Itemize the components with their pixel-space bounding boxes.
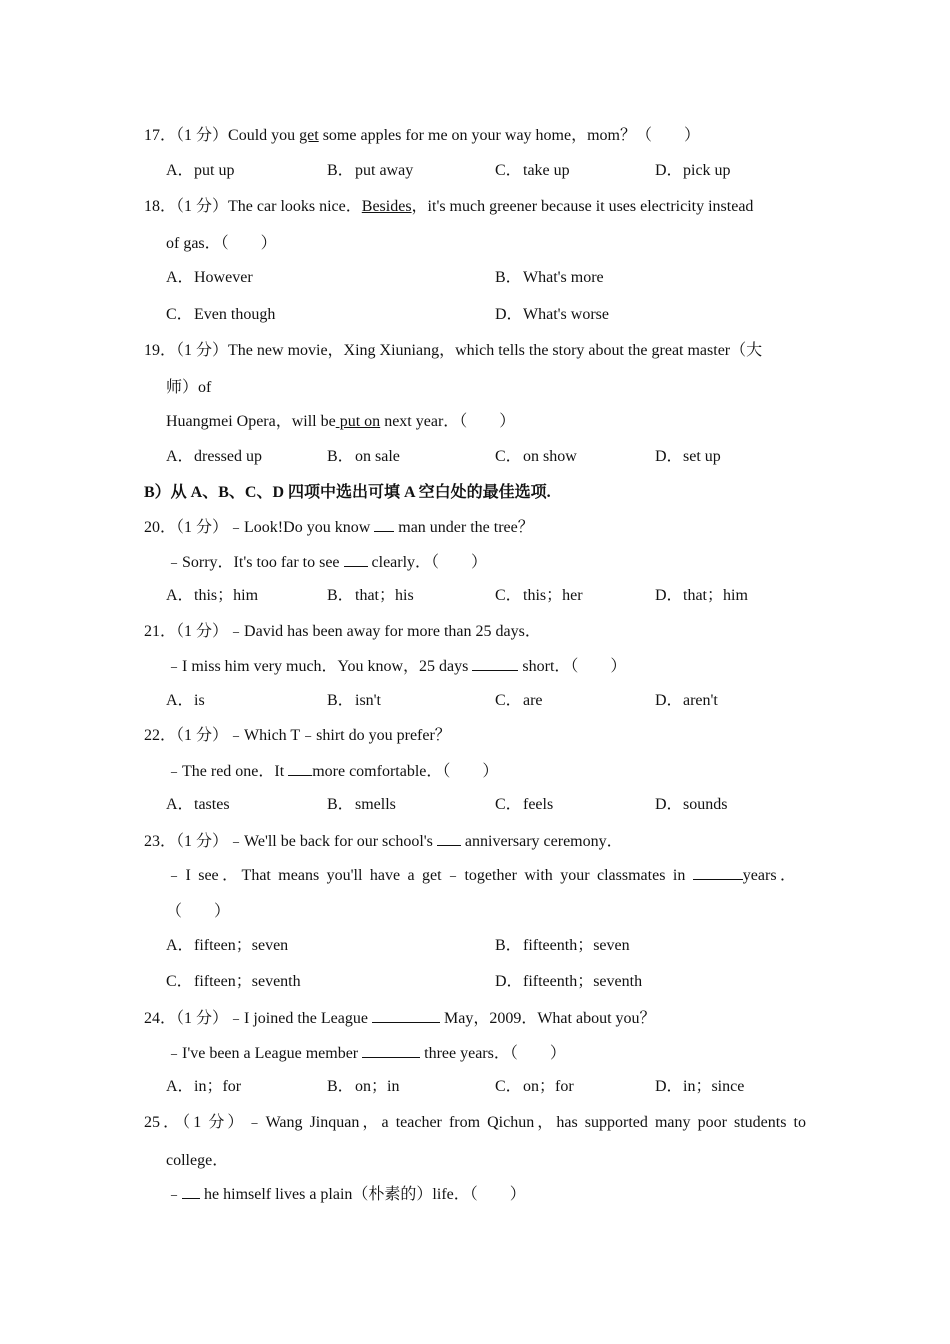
q23-stem-line2: ﹣I see．That means you'll have a get﹣together with your classmates in years． [166, 867, 796, 884]
q22-stem-line2: ﹣The red one．It more comfortable．（ ） [166, 763, 499, 780]
q17-option-d[interactable]: D．pick up [655, 162, 731, 179]
q24-stem-line2: ﹣I've been a League member three years．（ ） [166, 1045, 566, 1062]
q21-option-b[interactable]: B．isn't [327, 692, 381, 709]
q20-option-b[interactable]: B．that；his [327, 587, 414, 604]
q20-option-d[interactable]: D．that；him [655, 587, 748, 604]
q21-stem-line2: ﹣I miss him very much．You know，25 days short．（ ） [166, 658, 627, 675]
q24-stem: 24．（1 分）﹣I joined the League May，2009．What about you？ [144, 1010, 656, 1027]
q24-option-d[interactable]: D．in；since [655, 1078, 745, 1095]
q18-option-a[interactable]: A．However [166, 269, 253, 286]
q19-option-c[interactable]: C．on show [495, 448, 577, 465]
q19-stem-line3: Huangmei Opera，will be put on next year．（ ） [166, 413, 516, 430]
q17-stem: 17．（1 分）Could you get some apples for me on your way home，mom？（ ） [144, 127, 700, 144]
q22-option-a[interactable]: A．tastes [166, 796, 230, 813]
q20-option-a[interactable]: A．this；him [166, 587, 259, 604]
q19-stem-line2: 师）of [166, 379, 212, 396]
q21-stem: 21．（1 分）﹣David has been away for more than 25 days． [144, 623, 541, 640]
q21-option-d[interactable]: D．aren't [655, 692, 718, 709]
q23-option-b[interactable]: B．fifteenth；seven [495, 937, 630, 954]
q18-option-c[interactable]: C．Even though [166, 306, 276, 323]
section-b-heading: B）从 A、B、C、D 四项中选出可填 A 空白处的最佳选项. [144, 484, 551, 501]
q24-blank-2[interactable] [362, 1043, 420, 1058]
q23-stem-line3: （ ） [166, 903, 231, 920]
q25-stem: 25．（1 分）﹣Wang Jinquan，a teacher from Qichun，has supported many poor students to [144, 1114, 806, 1131]
q23-blank-1[interactable] [437, 831, 461, 846]
q21-option-a[interactable]: A．is [166, 692, 205, 709]
q18-stem: 18．（1 分）The car looks nice．Besides，it's much greener because it uses electricity instead [144, 198, 754, 215]
q25-blank[interactable] [182, 1184, 200, 1199]
q22-blank[interactable] [288, 761, 312, 776]
q23-option-a[interactable]: A．fifteen；seven [166, 937, 289, 954]
q23-blank-2[interactable] [693, 865, 743, 880]
q20-stem: 20．（1 分）﹣Look!Do you know man under the tree？ [144, 519, 534, 536]
q19-option-b[interactable]: B．on sale [327, 448, 400, 465]
q22-option-c[interactable]: C．feels [495, 796, 554, 813]
q23-stem: 23．（1 分）﹣We'll be back for our school's anniversary ceremony． [144, 833, 623, 850]
q24-option-b[interactable]: B．on；in [327, 1078, 400, 1095]
q20-stem-line2: ﹣Sorry．It's too far to see clearly．（ ） [166, 554, 488, 571]
q20-blank-1[interactable] [374, 517, 394, 532]
q20-option-c[interactable]: C．this；her [495, 587, 583, 604]
q22-stem: 22．（1 分）﹣Which T﹣shirt do you prefer？ [144, 727, 451, 744]
q18-option-b[interactable]: B．What's more [495, 269, 604, 286]
q19-stem: 19．（1 分）The new movie，Xing Xiuniang，which tells the story about the great master（大 [144, 342, 763, 359]
q18-option-d[interactable]: D．What's worse [495, 306, 609, 323]
q23-option-c[interactable]: C．fifteen；seventh [166, 973, 301, 990]
q18-stem-line2: of gas．（ ） [166, 235, 277, 252]
q24-option-c[interactable]: C．on；for [495, 1078, 574, 1095]
q24-option-a[interactable]: A．in；for [166, 1078, 242, 1095]
q21-option-c[interactable]: C．are [495, 692, 543, 709]
q22-option-d[interactable]: D．sounds [655, 796, 728, 813]
q23-option-d[interactable]: D．fifteenth；seventh [495, 973, 643, 990]
q21-blank[interactable] [472, 656, 518, 671]
q25-stem-line2: college． [166, 1152, 229, 1169]
q24-blank-1[interactable] [372, 1008, 440, 1023]
q19-option-d[interactable]: D．set up [655, 448, 721, 465]
q19-option-a[interactable]: A．dressed up [166, 448, 262, 465]
q22-option-b[interactable]: B．smells [327, 796, 396, 813]
q17-option-a[interactable]: A．put up [166, 162, 235, 179]
q17-option-b[interactable]: B．put away [327, 162, 414, 179]
q25-stem-line3: ﹣ he himself lives a plain（朴素的）life．（ ） [166, 1186, 526, 1203]
q20-blank-2[interactable] [344, 552, 368, 567]
q17-option-c[interactable]: C．take up [495, 162, 570, 179]
